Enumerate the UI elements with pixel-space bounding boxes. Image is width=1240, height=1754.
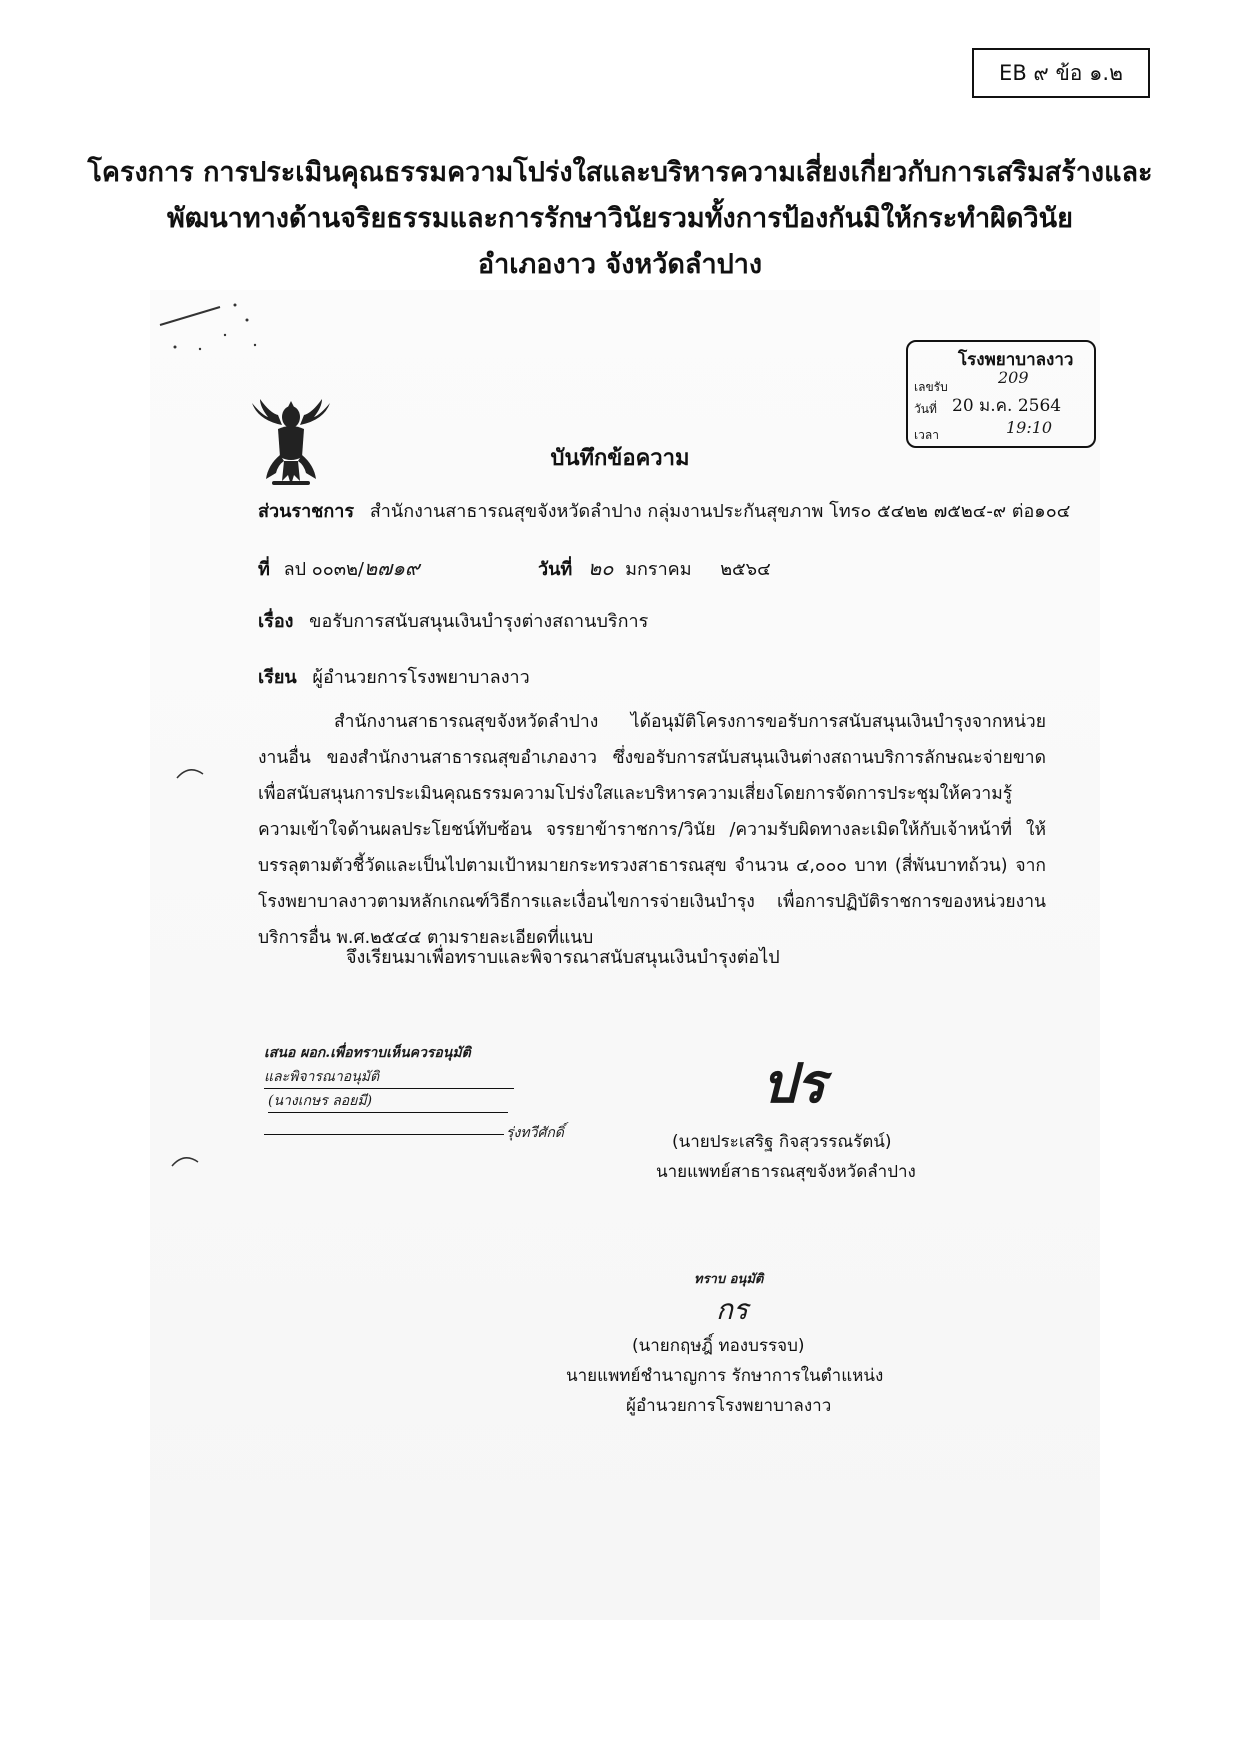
margin-note-line-4: รุ่งทวีศักดิ์ [506,1125,564,1141]
scan-mark-decoration [155,285,275,355]
signer2-position-1: นายแพทย์ชำนาญการ รักษาการในตำแหน่ง [566,1366,884,1386]
signer2-note: ทราบ อนุมัติ [694,1272,764,1287]
margin-note-line-2: และพิจารณาอนุมัติ [264,1066,514,1089]
project-title-line-3: อำเภองาว จังหวัดลำปาง [477,249,763,280]
signer1-name: (นายประเสริฐ กิจสุวรรณรัตน์) [672,1132,892,1152]
stamp-time-label: เวลา [914,428,939,442]
margin-note-line-3: (นางเกษร ลอยมี) [268,1090,508,1113]
project-title-line-2: พัฒนาทางด้านจริยธรรมและการรักษาวินัยรวมทั้งการป้องกันมิให้กระทำผิดวินัย [167,203,1073,234]
agency-value: สำนักงานสาธารณสุขจังหวัดลำปาง กลุ่มงานประกันสุขภาพ โทร๐ ๕๔๒๒ ๗๕๒๔-๙ ต่อ๑๐๔ [369,501,1071,522]
subject-label: เรื่อง [258,611,294,632]
date-value: มกราคม ๒๕๖๔ [625,559,771,580]
signer2-signature: กร [716,1293,748,1326]
receiving-stamp [906,340,1096,448]
agency-row [258,496,1070,525]
memo-closing: จึงเรียนมาเพื่อทราบและพิจารณาสนับสนุนเงินบำรุงต่อไป [346,947,780,968]
stamp-number: 209 [998,368,1029,387]
agency-label: ส่วนราชการ [258,501,355,522]
reference-label: ที่ [258,559,270,580]
reference-row [258,552,420,584]
project-title-line-1: โครงการ การประเมินคุณธรรมความโปร่งใสและบริหารความเสี่ยงเกี่ยวกับการเสริมสร้างและ [87,157,1153,188]
subject-row [258,606,648,635]
signer1-signature: ปร [762,1051,826,1115]
reference-value: ลป ๐๐๓๒/ [283,559,364,580]
date-row [538,552,771,584]
date-label: วันที่ [538,559,573,580]
memo-heading: บันทึกข้อความ [550,446,690,471]
document-tag: EB ๙ ข้อ ๑.๒ [999,60,1123,85]
date-handwritten: ๒๐ [588,556,614,580]
stamp-date-value: 20 ม.ค. 2564 [952,396,1062,416]
scan-arc-decoration-2 [170,1150,200,1170]
signer2-name: (นายกฤษฎิ์ ทองบรรจบ) [632,1336,805,1356]
to-row [258,662,530,691]
to-label: เรียน [258,667,297,688]
margin-note-line-1: เสนอ ผอก.เพื่อทราบเห็นควรอนุมัติ [264,1045,471,1061]
signer2-position-2: ผู้อำนวยการโรงพยาบาลงาว [626,1396,832,1416]
memo-body: สำนักงานสาธารณสุขจังหวัดลำปาง ได้อนุมัติโครงการขอรับการสนับสนุนเงินบำรุงจากหน่วยงานอื่น ของสำนักงานสาธารณสุขอำเภองาว ซึ่งขอรับการสนับสนุนเงินต่างสถานบริการลักษณะจ่ายขาด เพื่อสนับสนุนการประเมินคุณธรรมความโปร่งใสและบริหารความเสี่ยงโดยการจัดการประชุมให้ความรู้ ความเข้าใจด้านผลประโยชน์ทับซ้อน จรรยาข้าราชการ/วินัย /ความรับผิดทางละเมิดให้กับเจ้าหน้าที่ ให้บรรลุตามตัวชี้วัดและเป็นไปตามเป้าหมายกระทรวงสาธารณสุข จำนวน ๔,๐๐๐ บาท (สี่พันบาทถ้วน) จากโรงพยาบาลงาวตามหลักเกณฑ์วิธีการและเงื่อนไขการจ่ายเงินบำรุง เพื่อการปฏิบัติราชการของหน่วยงานบริการอื่น พ.ศ.๒๕๔๔ ตามรายละเอียดที่แนบ [258,712,1046,948]
stamp-time-value: 19:10 [1006,418,1053,437]
stamp-org: โรงพยาบาลงาว [958,350,1074,370]
scan-arc-decoration [175,762,205,782]
stamp-number-label: เลขรับ [914,380,948,394]
reference-handwritten: ๒๗๑๙ [364,556,420,580]
stamp-date-label: วันที่ [914,402,937,416]
document-tag-box [972,48,1150,98]
subject-value: ขอรับการสนับสนุนเงินบำรุงต่างสถานบริการ [309,611,649,632]
signer1-position: นายแพทย์สาธารณสุขจังหวัดลำปาง [656,1162,916,1182]
margin-note-signature-line [264,1134,504,1135]
to-value: ผู้อำนวยการโรงพยาบาลงาว [312,667,530,688]
